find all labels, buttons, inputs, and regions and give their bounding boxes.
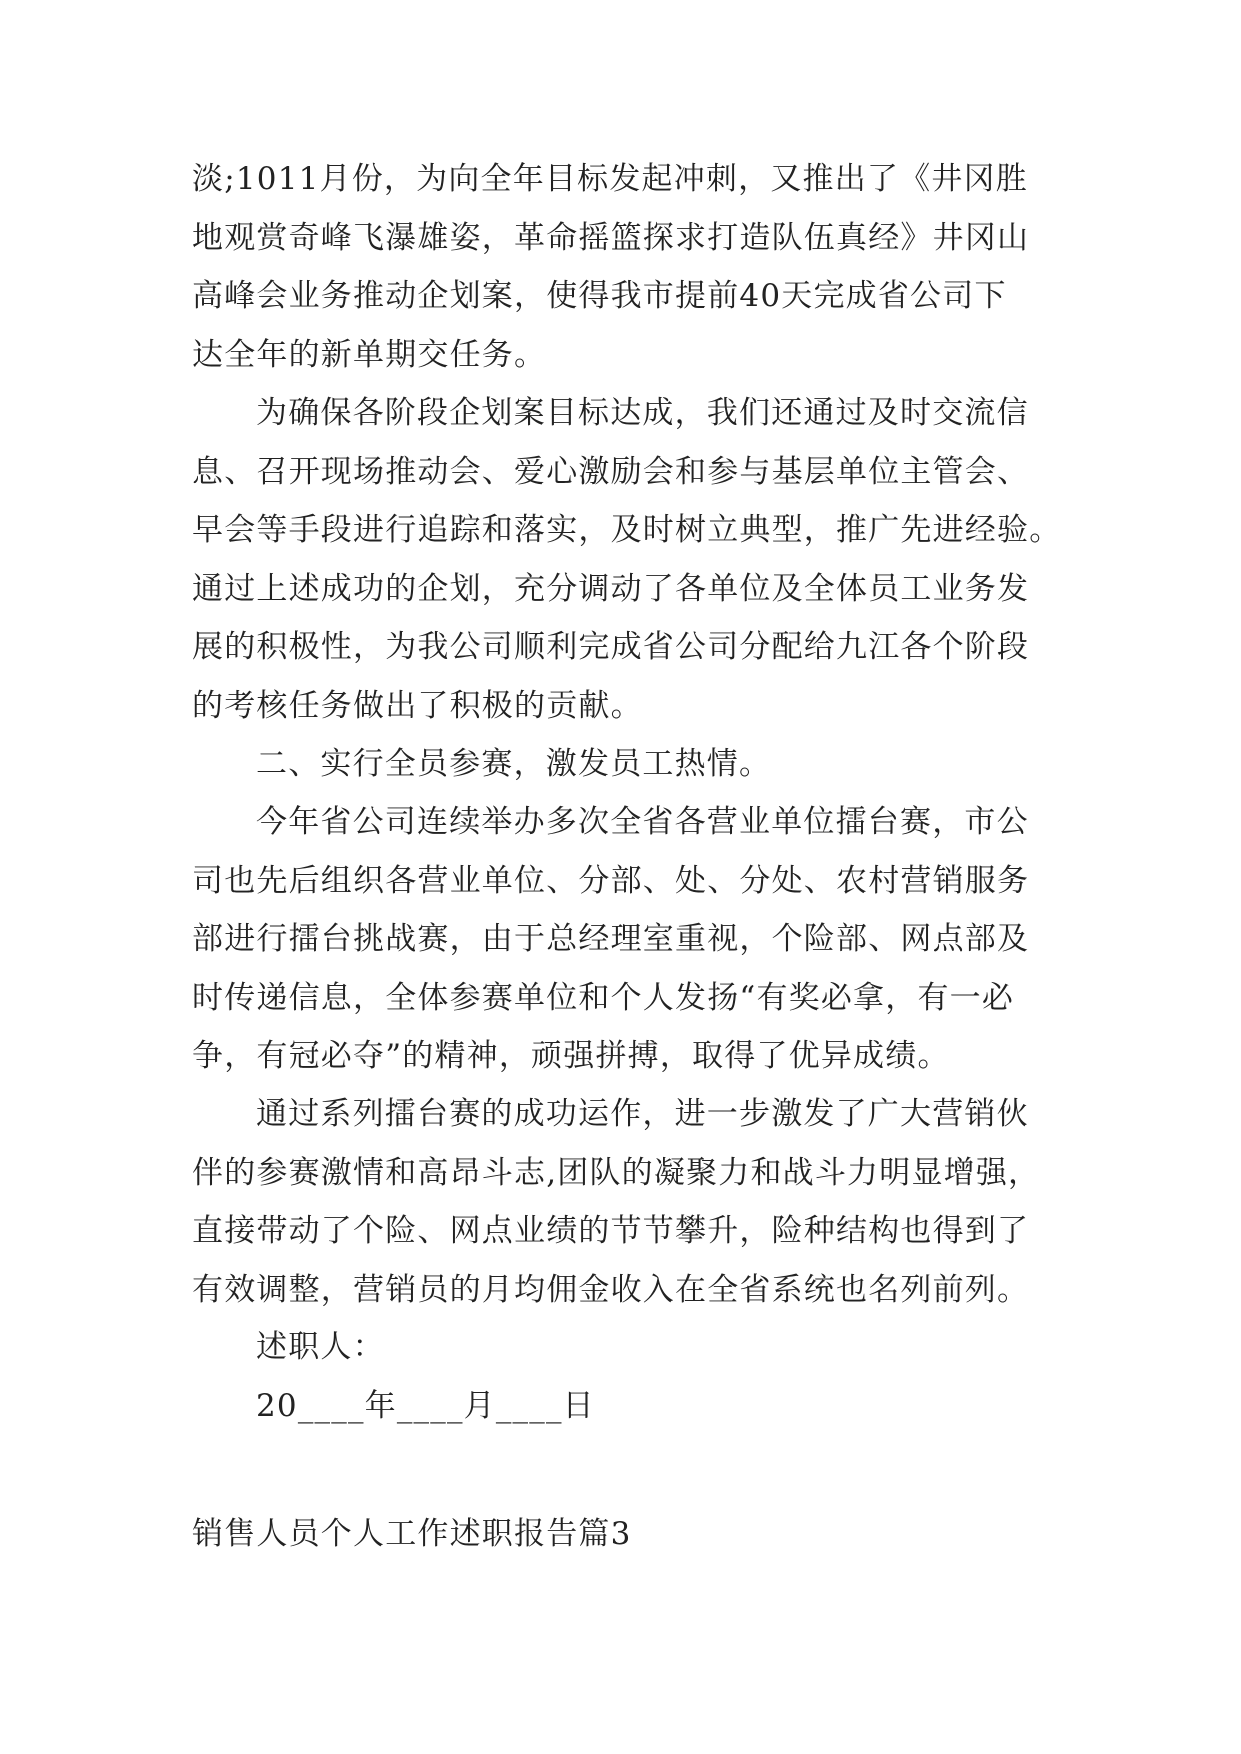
paragraph-4: [192, 1085, 1052, 1319]
text-line: 通过系列擂台赛的成功运作，进一步激发了广大营销伙: [256, 1096, 1029, 1132]
text-line: 地观赏奇峰飞瀑雄姿，革命摇篮探求打造队伍真经》井冈山: [192, 219, 1030, 256]
signature-paragraph: [192, 1318, 1052, 1435]
text-line: 今年省公司连续举办多次全省各营业单位擂台赛，市公: [256, 804, 1029, 840]
paragraph-1: [192, 150, 1052, 384]
text-line: 展的积极性，为我公司顺利完成省公司分配给九江各个阶段: [192, 629, 1030, 665]
text-line: 部进行擂台挑战赛，由于总经理室重视，个险部、网点部及: [192, 921, 1030, 957]
text-line: 淡;1011月份，为向全年目标发起冲刺，又推出了《井冈胜: [192, 161, 1028, 197]
paragraph-3: [192, 793, 1052, 1086]
text-line: 伴的参赛激情和高昂斗志,团队的凝聚力和战斗力明显增强，: [192, 1154, 1041, 1191]
next-section-title: 销售人员个人工作述职报告篇3: [192, 1516, 632, 1552]
text-line: 达全年的新单期交任务。: [192, 336, 547, 373]
text-line: 直接带动了个险、网点业绩的节节攀升，险种结构也得到了: [192, 1213, 1030, 1249]
text-line: 息、召开现场推动会、爱心激励会和参与基层单位主管会、: [192, 453, 1030, 490]
date-line: 20____年____月____日: [256, 1387, 595, 1424]
text-line: 通过上述成功的企划，充分调动了各单位及全体员工业务发: [192, 570, 1030, 607]
signature-label: 述职人：: [256, 1329, 385, 1365]
text-line: 为确保各阶段企划案目标达成，我们还通过及时交流信: [256, 395, 1029, 431]
section-title: 二、实行全员参赛，激发员工热情。: [256, 746, 772, 782]
paragraph-2: [192, 384, 1062, 735]
text-line: 的考核任务做出了积极的贡献。: [192, 687, 643, 724]
section-2-title-paragraph: [192, 735, 1052, 794]
text-line: 早会等手段进行追踪和落实，及时树立典型，推广先进经验。: [192, 512, 1062, 548]
text-line: 有效调整，营销员的月均佣金收入在全省系统也名列前列。: [192, 1271, 1030, 1308]
text-line: 司也先后组织各营业单位、分部、处、分处、农村营销服务: [192, 862, 1030, 899]
text-line: 时传递信息，全体参赛单位和个人发扬“有奖必拿，有一必: [192, 979, 1015, 1016]
text-line: 高峰会业务推动企划案，使得我市提前40天完成省公司下: [192, 278, 1007, 314]
text-line: 争，有冠必夺”的精神，顽强拼搏，取得了优异成绩。: [192, 1038, 950, 1074]
